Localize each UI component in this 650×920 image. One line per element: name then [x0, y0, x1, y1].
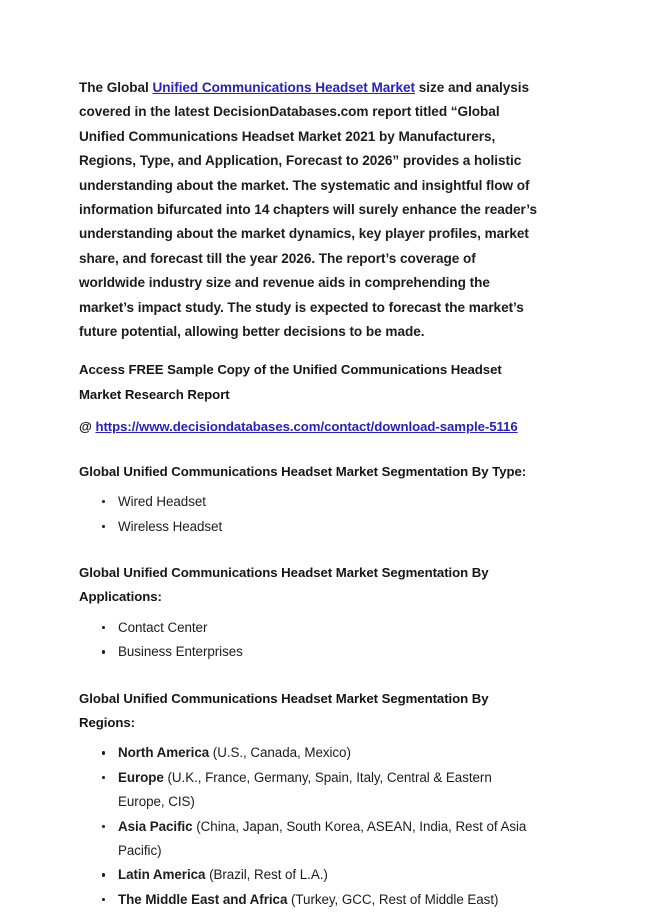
document-body	[79, 76, 537, 920]
sample-copy-heading: Access FREE Sample Copy of the Unified Communications Headset Market Research Report	[79, 362, 502, 402]
bullet-icon	[102, 500, 105, 503]
bullet-icon	[102, 525, 105, 528]
list-item	[79, 640, 537, 664]
download-sample-link[interactable]: https://www.decisiondatabases.com/contact/download-sample-5116	[95, 419, 518, 435]
bullet-icon	[102, 751, 105, 754]
spacer	[79, 679, 537, 687]
sample-copy-url-line	[79, 415, 537, 439]
bullet-icon	[102, 626, 105, 629]
bullet-icon	[102, 776, 105, 779]
bullet-icon	[102, 825, 105, 828]
region-name: The Middle East and Africa	[118, 891, 288, 907]
bullet-icon	[102, 650, 105, 653]
spacer	[79, 448, 537, 460]
intro-prefix: The Global	[79, 80, 153, 95]
list-item	[79, 515, 537, 539]
intro-paragraph	[79, 76, 537, 344]
region-detail: (U.S., Canada, Mexico)	[209, 745, 351, 761]
region-detail: (Turkey, GCC, Rest of Middle East)	[287, 891, 499, 907]
region-name: Asia Pacific	[118, 818, 193, 834]
at-symbol: @	[79, 419, 96, 435]
list-item	[79, 490, 537, 514]
list-item-label: Business Enterprises	[118, 644, 243, 660]
region-name: Europe	[118, 769, 164, 785]
list-item	[79, 888, 537, 912]
intro-rest: size and analysis covered in the latest DecisionDatabases.com report titled “Global Unified Communications Headset Market 2021 by Manufacturers, Regions, Type, and Application, Forecast to 2026” provides a holistic understanding about the market. The systematic and insightful flow of information bifurcated into 14 chapters will surely enhance the reader’s understanding about the market dynamics, key player profiles, market share, and forecast till the year 2026. The report’s coverage of worldwide industry size and revenue aids in comprehending the market’s impact study. The study is expected to forecast the market’s future potential, allowing better decisions to be made.	[79, 80, 537, 340]
list-item	[79, 766, 537, 815]
type-segmentation-list	[79, 490, 537, 539]
region-detail: (Brazil, Rest of L.A.)	[205, 867, 328, 883]
list-item	[79, 863, 537, 887]
bullet-icon	[102, 898, 105, 901]
regions-segmentation-list	[79, 741, 537, 912]
region-name: Latin America	[118, 867, 206, 883]
section-heading-regions: Global Unified Communications Headset Market Segmentation By Regions:	[79, 690, 489, 730]
list-item-label: Wireless Headset	[118, 518, 223, 534]
spacer	[79, 553, 537, 561]
list-item	[79, 741, 537, 765]
applications-segmentation-list	[79, 616, 537, 665]
list-item	[79, 815, 537, 864]
list-item-label: Contact Center	[118, 619, 208, 635]
region-detail: (U.K., France, Germany, Spain, Italy, Central & Eastern Europe, CIS)	[118, 769, 492, 810]
list-item-label: Wired Headset	[118, 494, 206, 510]
unified-communications-headset-market-link[interactable]: Unified Communications Headset Market	[152, 80, 415, 95]
section-heading-applications: Global Unified Communications Headset Market Segmentation By Applications:	[79, 564, 489, 605]
region-name: North America	[118, 745, 210, 761]
region-detail: (China, Japan, South Korea, ASEAN, India, Rest of Asia Pacific)	[118, 818, 527, 858]
section-heading-type: Global Unified Communications Headset Market Segmentation By Type:	[79, 463, 527, 479]
bullet-icon	[102, 873, 105, 876]
list-item	[79, 616, 537, 640]
